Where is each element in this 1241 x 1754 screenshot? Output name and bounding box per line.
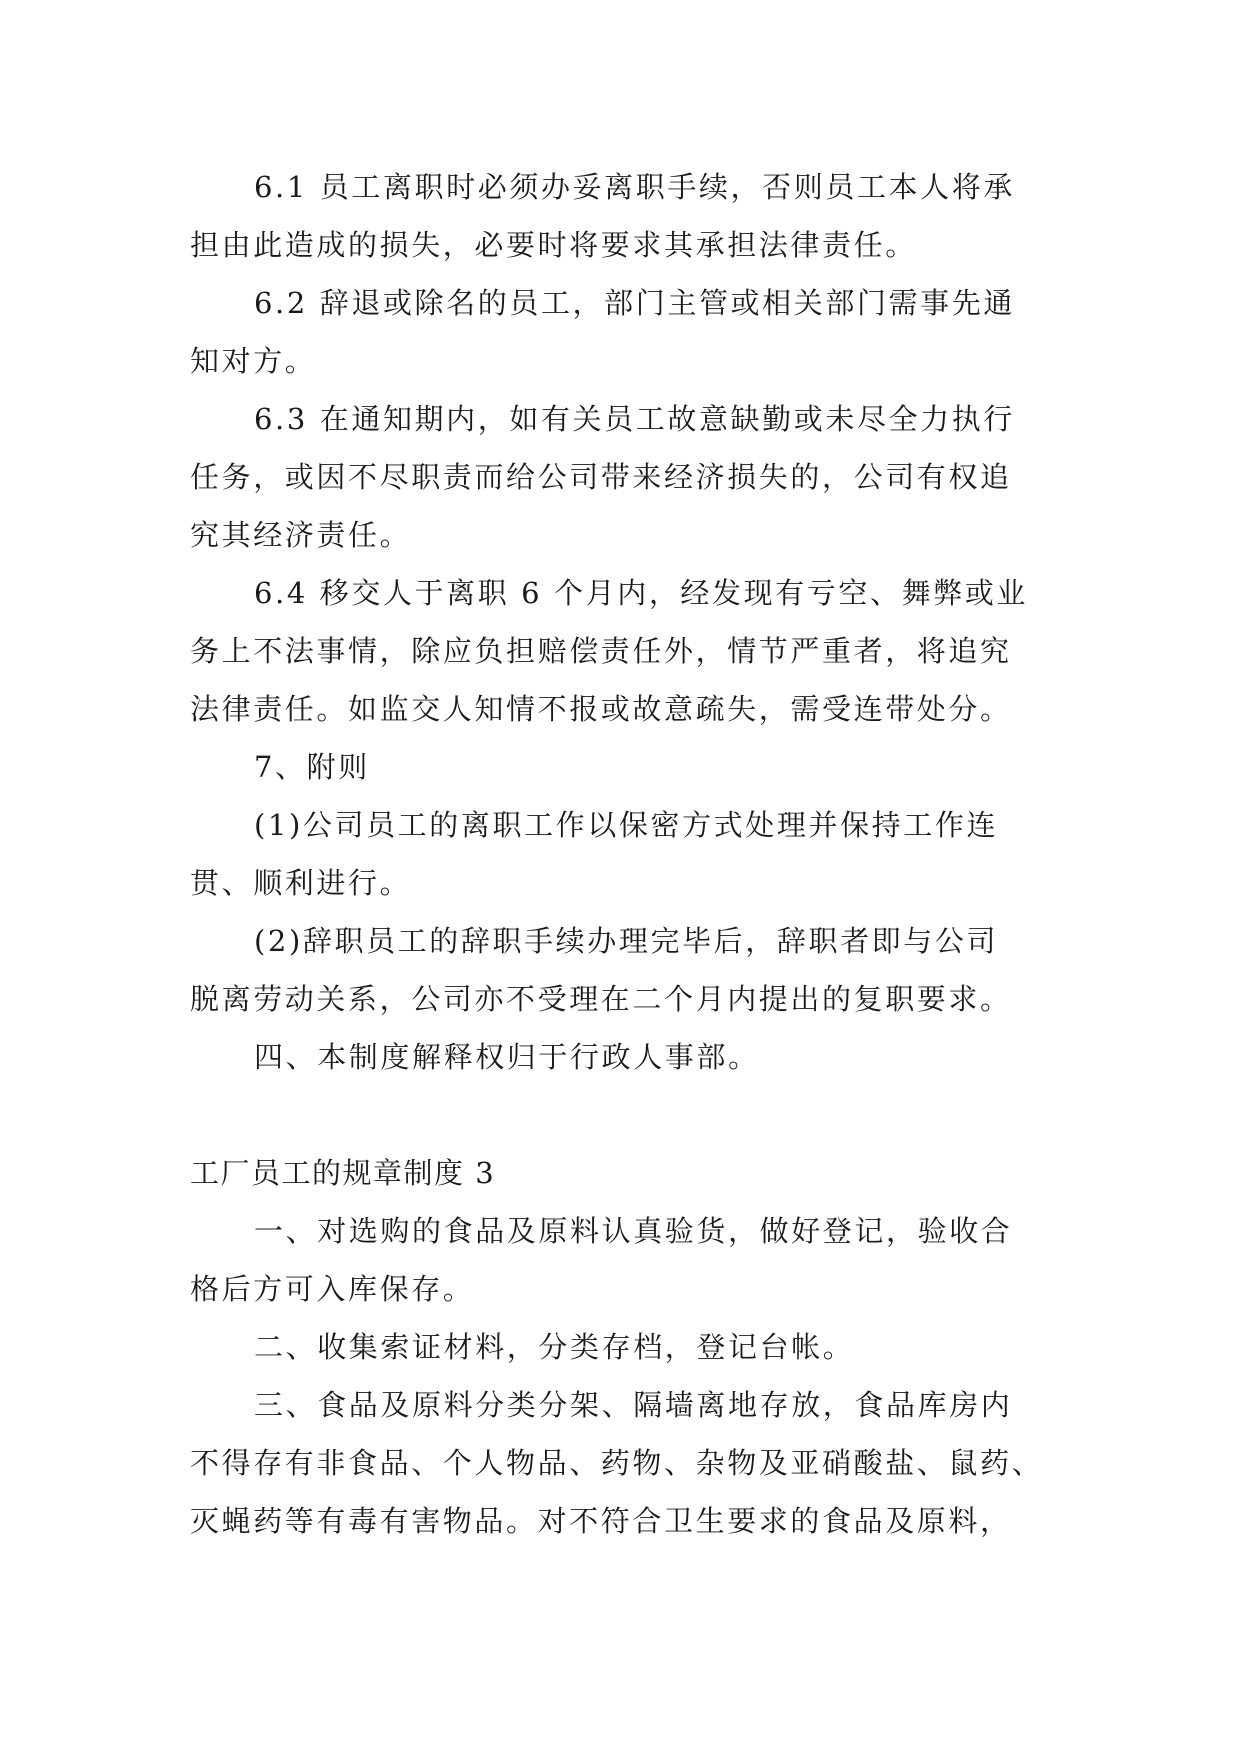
paragraph-rule-2 <box>190 1318 1060 1376</box>
paragraph-rule-3 <box>190 1376 1060 1550</box>
paragraph-line: 三、食品及原料分类分架、隔墙离地存放，食品库房内 <box>254 1388 1013 1422</box>
paragraph-line: 脱离劳动关系，公司亦不受理在二个月内提出的复职要求。 <box>190 982 1012 1016</box>
paragraph-line: 6.3 在通知期内，如有关员工故意缺勤或未尽全力执行 <box>254 402 1015 436</box>
paragraph-line: (1)公司员工的离职工作以保密方式处理并保持工作连 <box>254 808 999 842</box>
paragraph-6-2 <box>190 274 1060 390</box>
paragraph-line: 二、收集索证材料，分类存档，登记台帐。 <box>254 1330 855 1364</box>
paragraph-line: 四、本制度解释权归于行政人事部。 <box>254 1040 760 1074</box>
paragraph-line: 格后方可入库保存。 <box>190 1272 475 1306</box>
paragraph-line: 知对方。 <box>190 344 317 378</box>
paragraph-7-item-1 <box>190 796 1060 912</box>
paragraph-6-3 <box>190 390 1060 564</box>
paragraph-line: 6.4 移交人于离职 6 个月内，经发现有亏空、舞弊或业 <box>254 576 1029 610</box>
paragraph-line: 6.1 员工离职时必须办妥离职手续，否则员工本人将承 <box>254 170 1015 204</box>
document-body <box>190 158 1060 1550</box>
paragraph-interpretation <box>190 1028 1060 1086</box>
paragraph-line: 担由此造成的损失，必要时将要求其承担法律责任。 <box>190 228 917 262</box>
paragraph-line: 任务，或因不尽职责而给公司带来经济损失的，公司有权追 <box>190 460 1012 494</box>
paragraph-6-4 <box>190 564 1060 738</box>
paragraph-line: (2)辞职员工的辞职手续办理完毕后，辞职者即与公司 <box>254 924 999 958</box>
paragraph-line: 贯、顺利进行。 <box>190 866 412 900</box>
section-heading <box>190 1144 1060 1202</box>
paragraph-line: 7、附则 <box>254 750 370 784</box>
paragraph-line: 灭蝇药等有毒有害物品。对不符合卫生要求的食品及原料， <box>190 1504 1012 1538</box>
paragraph-6-1 <box>190 158 1060 274</box>
paragraph-line: 务上不法事情，除应负担赔偿责任外，情节严重者，将追究 <box>190 634 1012 668</box>
paragraph-line: 不得存有非食品、个人物品、药物、杂物及亚硝酸盐、鼠药、 <box>190 1446 1044 1480</box>
paragraph-line: 一、对选购的食品及原料认真验货，做好登记，验收合 <box>254 1214 1013 1248</box>
section-heading-text: 工厂员工的规章制度 3 <box>190 1156 496 1190</box>
paragraph-line: 究其经济责任。 <box>190 518 412 552</box>
paragraph-line: 6.2 辞退或除名的员工，部门主管或相关部门需事先通 <box>254 286 1015 320</box>
paragraph-7-appendix <box>190 738 1060 796</box>
paragraph-rule-1 <box>190 1202 1060 1318</box>
paragraph-line: 法律责任。如监交人知情不报或故意疏失，需受连带处分。 <box>190 692 1012 726</box>
paragraph-7-item-2 <box>190 912 1060 1028</box>
